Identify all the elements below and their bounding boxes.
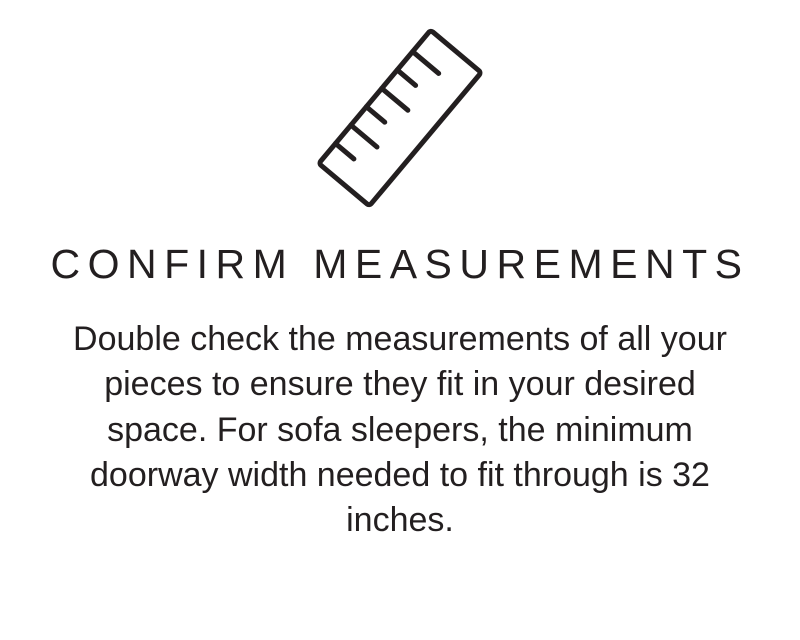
page-title: CONFIRM MEASUREMENTS [50, 241, 750, 287]
ruler-icon [305, 23, 495, 213]
icon-container [30, 18, 770, 218]
description-text: Double check the measurements of all your pieces to ensure they fit in your desired space. For sofa sleepers, the minimum doorway width needed to fit through is 32 inches. [73, 320, 727, 539]
